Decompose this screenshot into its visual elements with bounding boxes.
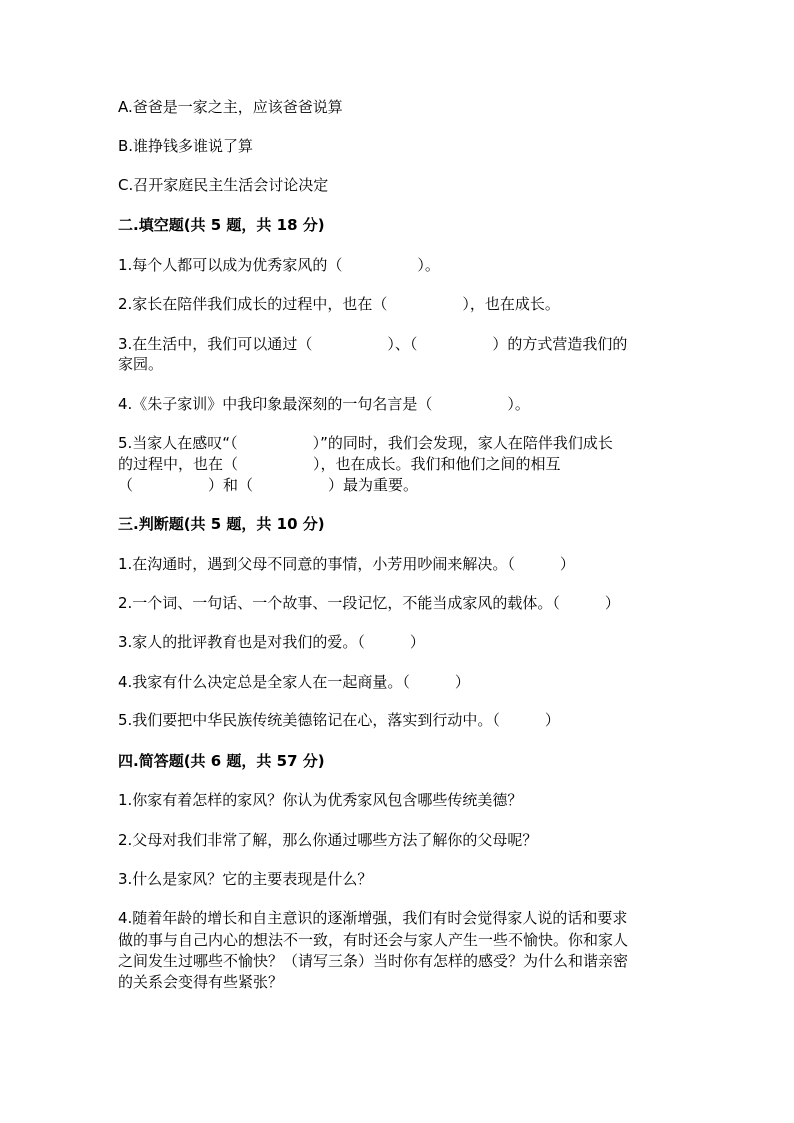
fill-question-3-line-1: 3.在生活中，我们可以通过（ ）、（ ）的方式营造我们的 [118,335,628,353]
fill-question-4: 4.《朱子家训》中我印象最深刻的一句名言是（ ）。 [118,395,530,413]
option-a: A.爸爸是一家之主，应该爸爸说算 [118,98,343,116]
fill-question-5-line-2: 的过程中，也在（ ），也在成长。我们和他们之间的相互 [118,455,561,473]
short-question-2: 2.父母对我们非常了解，那么你通过哪些方法了解你的父母呢？ [118,831,538,849]
option-c: C.召开家庭民主生活会讨论决定 [118,176,329,194]
fill-question-5-line-1: 5.当家人在感叹“（ ）”的同时，我们会发现，家人在陪伴我们成长 [118,434,613,452]
fill-question-1: 1.每个人都可以成为优秀家风的（ ）。 [118,256,440,274]
short-question-4-line-1: 4.随着年龄的增长和自主意识的逐渐增强，我们有时会觉得家人说的话和要求 [118,909,628,927]
judge-section-heading: 三.判断题(共 5 题，共 10 分) [118,515,325,533]
short-question-1: 1.你家有着怎样的家风？你认为优秀家风包含哪些传统美德？ [118,791,523,809]
fill-question-5-line-3: （ ）和（ ）最为重要。 [118,476,419,494]
judge-question-5: 5.我们要把中华民族传统美德铭记在心，落实到行动中。（ ） [118,711,560,729]
option-b: B.谁挣钱多谁说了算 [118,137,254,155]
short-question-4-line-4: 的关系会变得有些紧张？ [118,973,284,991]
fill-question-2: 2.家长在陪伴我们成长的过程中，也在（ ），也在成长。 [118,295,560,313]
judge-question-4: 4.我家有什么决定总是全家人在一起商量。（ ） [118,673,470,691]
short-answer-section-heading: 四.简答题(共 6 题，共 57 分) [118,752,325,770]
short-question-4-line-3: 之间发生过哪些不愉快？（请写三条）当时你有怎样的感受？为什么和谐亲密 [118,952,629,970]
judge-question-2: 2.一个词、一句话、一个故事、一段记忆，不能当成家风的载体。（ ） [118,594,620,612]
short-question-4-line-2: 做的事与自己内心的想法不一致，有时还会与家人产生一些不愉快。你和家人 [118,931,629,949]
short-question-3: 3.什么是家风？它的主要表现是什么？ [118,870,373,888]
judge-question-1: 1.在沟通时，遇到父母不同意的事情，小芳用吵闹来解决。（ ） [118,555,575,573]
fill-question-3-line-2: 家园。 [118,355,164,373]
fill-section-heading: 二.填空题(共 5 题，共 18 分) [118,216,325,234]
judge-question-3: 3.家人的批评教育也是对我们的爱。（ ） [118,633,425,651]
